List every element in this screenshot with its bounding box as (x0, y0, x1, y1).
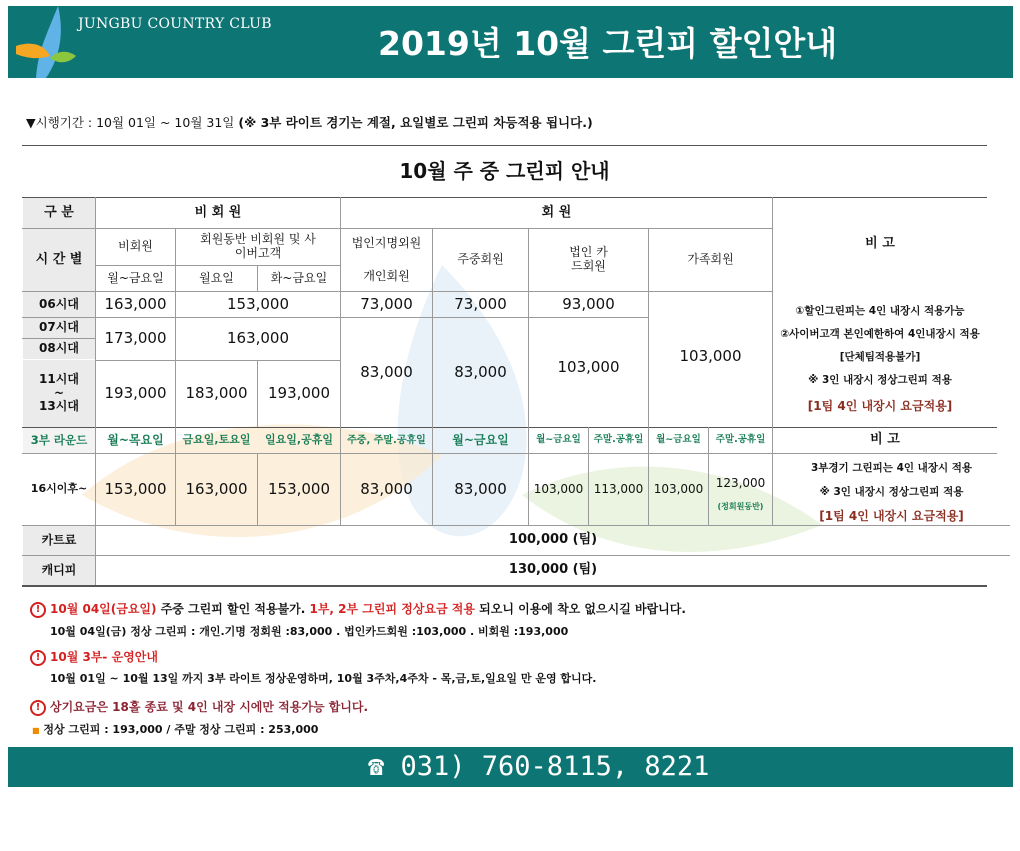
period-label: ▼시행기간 : 10월 01일 ~ 10월 31일 (26, 115, 235, 130)
third-h9: 주말.공휴일 (715, 434, 766, 446)
note1-mid: 주중 그린피 할인 적용불가. (156, 602, 306, 616)
third-h5: 월~금요일 (452, 432, 509, 447)
third-h6: 월~금요일 (536, 434, 581, 446)
third-remark-team: [1팀 4인 내장시 요금적용] (819, 509, 964, 523)
third-remarks (773, 460, 1010, 524)
v-family: 103,000 (679, 347, 742, 366)
h-tue-fri: 화~금요일 (270, 270, 328, 285)
remark-team: [1팀 4인 내장시 요금적용] (807, 399, 953, 413)
note1-red: 10월 04일(금요일) (50, 602, 157, 616)
third-v3: 153,000 (267, 479, 331, 498)
remark-1: ①할인그린피는 4인 내장시 적용가능 (795, 305, 965, 317)
third-h-remarks: 비 고 (870, 432, 900, 448)
note3: 상기요금은 18홀 종료 및 4인 내장 시에만 적용가능 합니다. (50, 700, 369, 714)
note4: 정상 그린피 : 193,000 / 주말 정상 그린피 : 253,000 (43, 723, 319, 736)
v-07-companion: 163,000 (226, 329, 290, 348)
page-title: 2019년 10월 그린피 할인안내 (378, 24, 838, 63)
v-06-nm: 163,000 (104, 294, 167, 313)
h-corp-named: 법인지명외원 (351, 236, 422, 251)
third-remark-2: ※ 3인 내장시 정상그린피 적용 (819, 486, 964, 498)
cart-label: 카트료 (23, 526, 95, 555)
third-v9-note: (정회원동반) (717, 502, 764, 512)
note1-end: 되오니 이용에 착오 없으시길 바랍니다. (474, 602, 686, 616)
note1-sub: 10월 04일(금) 정상 그린피 : 개인.기명 정회원 :83,000 . 법인카드회원 :103,000 . 비회원 :193,000 (50, 625, 569, 638)
brand-name: JUNGBU COUNTRY CLUB (78, 16, 272, 32)
period-line (26, 113, 593, 131)
row-time-11-13: 11시대 ~ 13시대 (23, 360, 95, 427)
third-v5: 83,000 (454, 479, 507, 498)
third-v2: 163,000 (185, 479, 248, 498)
h-weekday-member: 주중회원 (457, 252, 504, 267)
h-individual: 개인회원 (363, 269, 410, 284)
third-v4: 83,000 (360, 479, 413, 498)
third-h1: 월~목요일 (107, 432, 164, 447)
v-07-nm: 173,000 (104, 329, 167, 348)
v-06-companion: 153,000 (226, 294, 290, 313)
note2-sub: 10월 01일 ~ 10월 13일 까지 3부 라이트 정상운영하며, 10월 3주차,4주차 - 목,금,토,일요일 만 운영 합니다. (50, 672, 597, 685)
row-time-08: 08시대 (23, 339, 95, 359)
caddie-label: 캐디피 (23, 556, 95, 585)
warning-icon: ! (30, 650, 46, 666)
third-v9: 123,000 (715, 476, 766, 491)
h-mon: 월요일 (199, 270, 234, 285)
third-v6: 103,000 (533, 481, 584, 496)
footer-banner (8, 747, 1013, 787)
third-label: 3부 라운드 (23, 428, 95, 453)
h-time: 시 간 별 (23, 229, 95, 291)
caddie-value: 130,000 (팀) (508, 562, 598, 578)
table-title: 10월 주 중 그린피 안내 (399, 158, 610, 183)
third-remark-1: 3부경기 그린피는 4인 내장시 적용 (810, 462, 973, 474)
v-mid-individual: 83,000 (360, 362, 413, 381)
h-member: 회 원 (541, 204, 572, 220)
warning-icon: ! (30, 700, 46, 716)
remark-4: ※ 3인 내장시 정상그린피 적용 (808, 374, 952, 386)
header-banner (8, 6, 1013, 78)
greenfee-table (22, 145, 1010, 585)
third-h4: 주중, 주말.공휴일 (347, 434, 426, 446)
v-06-individual: 73,000 (360, 294, 413, 313)
v-06-corp: 93,000 (562, 294, 615, 313)
row-time-07: 07시대 (23, 318, 95, 338)
third-h3: 일요일,공휴일 (265, 433, 333, 447)
v-mid-corp: 103,000 (557, 358, 620, 377)
remark-3: [단체팀적용불가] (839, 351, 921, 363)
h-nonmember: 비 회 원 (194, 204, 242, 220)
v-11-nm: 193,000 (104, 383, 167, 402)
warning-icon: ! (30, 602, 46, 618)
third-h2: 금요일,토요일 (182, 433, 251, 447)
bullet-icon: ■ (32, 726, 40, 735)
note1-red2: 1부, 2부 그린피 정상요금 적용 (305, 602, 475, 616)
third-h7: 주말.공휴일 (593, 434, 644, 446)
third-v1: 153,000 (104, 479, 167, 498)
note2-red: 10월 3부- 운영안내 (50, 650, 158, 664)
cart-value: 100,000 (팀) (508, 532, 598, 548)
third-v7: 113,000 (593, 481, 644, 496)
h-nm-single: 비회원 (118, 239, 153, 254)
remark-2: ②사이버고객 본인예한하여 4인내장시 적용 (780, 328, 980, 340)
row-time-06: 06시대 (23, 292, 95, 317)
h-family: 가족회원 (687, 252, 734, 267)
v-mid-weekday: 83,000 (454, 362, 507, 381)
v-06-weekday: 73,000 (454, 294, 507, 313)
third-v8: 103,000 (653, 481, 704, 496)
v-11-tue-fri: 193,000 (267, 383, 331, 402)
third-time: 16시이후~ (30, 482, 88, 496)
v-11-mon: 183,000 (185, 383, 248, 402)
h-category: 구 분 (23, 198, 95, 228)
remarks-block (773, 303, 987, 414)
h-corp-card: 법인 카드회원 (569, 245, 608, 273)
h-nm-companion: 회원동반 비회원 및 사이버고객 (200, 232, 316, 260)
h-mon-fri: 월~금요일 (107, 270, 164, 285)
third-h8: 월~금요일 (656, 434, 701, 446)
club-logo (16, 6, 76, 78)
period-note: (※ 3부 라이트 경기는 계절, 요일별로 그린피 차등적용 됩니다.) (238, 115, 593, 130)
phone-number: ☎ 031) 760-8115, 8221 (368, 751, 710, 782)
h-remarks: 비 고 (865, 236, 895, 252)
